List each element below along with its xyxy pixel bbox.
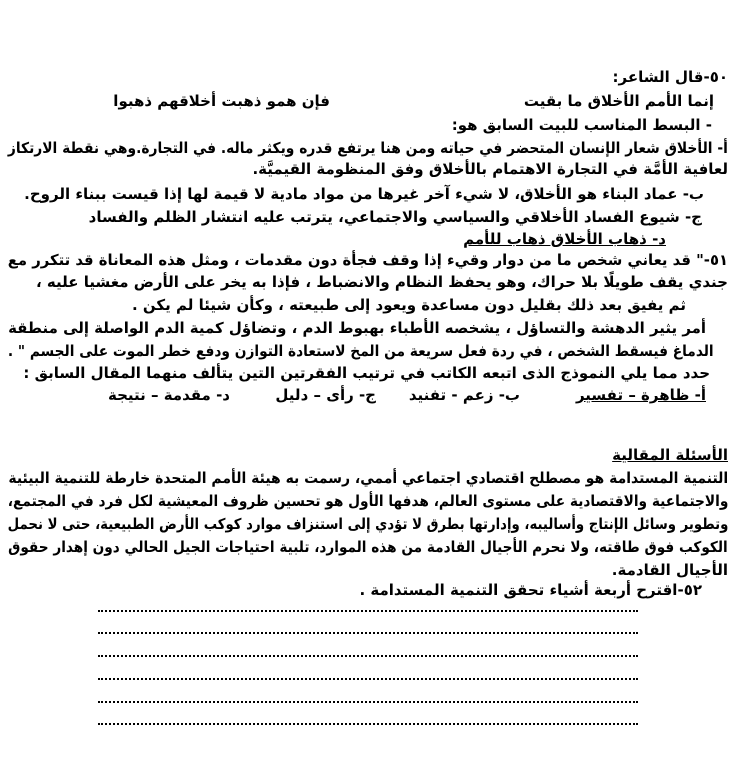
verse-first-hemistich: إنما الأمم الأخلاق ما بقيت: [523, 92, 714, 110]
essay-paragraph-line1: التنمية المستدامة هو مصطلح اقتصادي اجتماعي أممي، رسمت به هيئة الأمم المتحدة خارطة للتنمية البيئية: [8, 469, 728, 487]
q51-option-b: ب- زعم - تفنيد: [408, 386, 520, 404]
essay-heading: الأسئلة المقالية: [612, 446, 728, 464]
q50-heading: ٥٠-قال الشاعر:: [612, 68, 728, 86]
answer-line[interactable]: [98, 676, 638, 680]
q51-passage-line4: أمر يثير الدهشة والتساؤل ، يشخصه الأطباء بهبوط الدم ، وتضاؤل كمية الدم الواصلة إلى منطقة: [8, 319, 706, 337]
q51-passage-line2: جندي يقف طويلًا بلا حراك، وهو يحفظ النظام والانضباط ، فإذا به يخر على الأرض مغشيا عليه ،: [36, 273, 728, 291]
q50-option-b: ب- عماد البناء هو الأخلاق، لا شيء آخر غيرها من مواد مادية لا قيمة لها إذا قيست ببناء الروح.: [24, 185, 704, 203]
q50-option-a-line2: لعافية الأمَّة في التجارة الاهتمام بالأخلاق وفق المنظومة القيميَّة.: [252, 160, 728, 178]
verse-second-hemistich: فإن همو ذهبت أخلاقهم ذهبوا: [113, 92, 330, 110]
answer-line[interactable]: [98, 721, 638, 725]
q51-option-d: د- مقدمة – نتيجة: [107, 386, 230, 404]
q50-option-d: د- ذهاب الأخلاق ذهاب للأمم: [463, 230, 666, 248]
essay-paragraph-line5: الأجيال القادمة.: [611, 561, 728, 579]
answer-line[interactable]: [98, 630, 638, 634]
q51-option-a: أ- ظاهرة – تفسير: [575, 386, 706, 404]
q52-prompt: ٥٢-اقترح أربعة أشياء تحقق التنمية المستدامة .: [359, 581, 702, 599]
q51-passage-line3: ثم يفيق بعد ذلك بقليل دون مساعدة ويعود إلى طبيعته ، وكأن شيئا لم يكن .: [132, 296, 686, 314]
answer-line[interactable]: [98, 653, 638, 657]
essay-paragraph-line4: الكوكب فوق طاقته، ولا نحرم الأجيال القادمة من هذه الموارد، تلبية احتياجات الجيل الحالي دون إهدار حقوق: [8, 538, 728, 556]
q50-option-a-line1: أ- الأخلاق شعار الإنسان المتحضر في حياته ومن هنا يرتفع قدره ويكثر ماله. في التجارة.وهي نقطة الارتكاز: [8, 139, 728, 157]
q50-option-c: ج- شيوع الفساد الأخلاقي والسياسي والاجتماعي، يترتب عليه انتشار الظلم والفساد: [88, 208, 702, 226]
answer-line[interactable]: [98, 699, 638, 703]
answer-line[interactable]: [98, 608, 638, 612]
essay-paragraph-line3: وتطوير وسائل الإنتاج وأساليبه، وإدارتها بطرق لا تؤدي إلى استنزاف موارد كوكب الأرض الطبيعية، حتى لا نحمل: [7, 515, 728, 533]
q51-prompt: حدد مما يلي النموذج الذى اتبعه الكاتب في ترتيب الفقرتين التين يتألف منهما المقال السابق :: [23, 364, 710, 382]
q50-prompt: - البسط المناسب للبيت السابق هو:: [451, 116, 712, 134]
q51-passage-line1: ٥١-" قد يعاني شخص ما من دوار وقيء إذا وقف فجأة دون مقدمات ، ومثل هذه المعاناة قد تتكرر مع: [7, 251, 728, 269]
q51-option-c: ج- رأى – دليل: [275, 386, 376, 404]
essay-paragraph-line2: والاجتماعية والاقتصادية على مستوى العالم، هدفها الأول هو تحسين ظروف المعيشية لكل فرد في المجتمع،: [7, 492, 728, 510]
q51-passage-line5: الدماغ فيسقط الشخص ، في ردة فعل سريعة من المخ لاستعادة التوازن ودفع خطر الموت على الجسم " .: [8, 342, 714, 360]
